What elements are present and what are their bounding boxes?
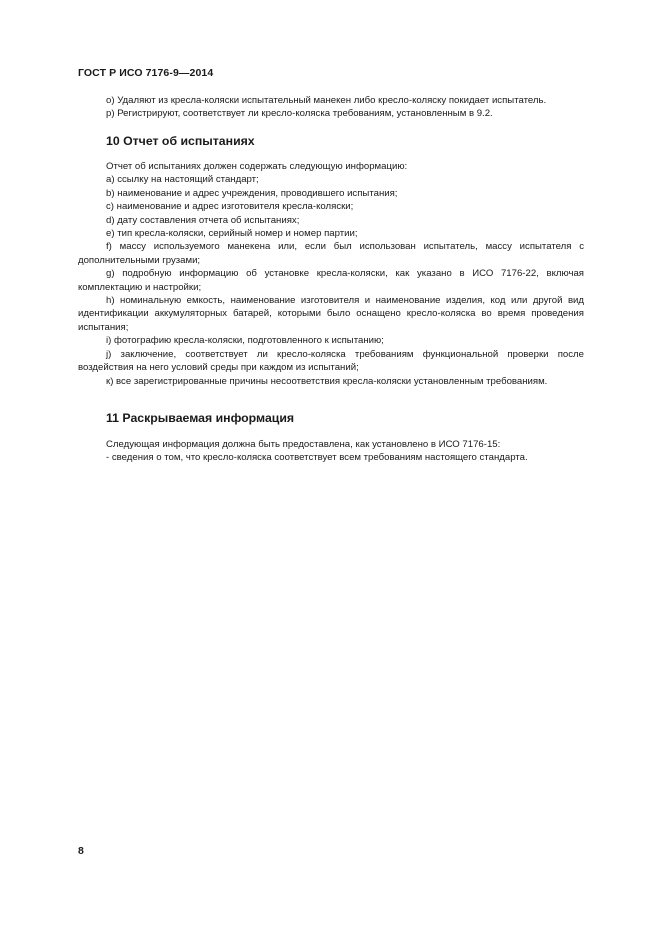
report-item-f: f) массу используемого манекена или, если был использован испытатель, массу испытателя с дополнительными грузами; bbox=[78, 241, 584, 266]
report-item-b: b) наименование и адрес учреждения, проводившего испытания; bbox=[106, 187, 398, 199]
procedure-items bbox=[78, 94, 584, 121]
section-10-title: 10 Отчет об испытаниях bbox=[106, 134, 255, 148]
report-item-i: i) фотографию кресла-коляски, подготовленного к испытанию; bbox=[106, 335, 384, 347]
section-11-title: 11 Раскрываемая информация bbox=[106, 411, 295, 425]
section-11-intro: Следующая информация должна быть предоставлена, как установлено в ИСО 7176-15: bbox=[106, 439, 501, 450]
report-item-j: j) заключение, соответствует ли кресло-коляска требованиям функциональной проверки после воздействия на него условий среды при каждом из испытаний; bbox=[78, 348, 584, 374]
section-10-intro: Отчет об испытаниях должен содержать следующую информацию: bbox=[106, 161, 408, 172]
report-item-a: a) ссылку на настоящий стандарт; bbox=[106, 174, 259, 186]
item-p: p) Регистрируют, соответствует ли кресло-коляска требованиям, установленным в 9.2. bbox=[106, 108, 493, 120]
report-item-h: h) номинальную емкость, наименование изготовителя и наименование изделия, код или другой вид идентификации аккумуляторных батарей, которыми было оснащено кресло-коляска во время проведения испытания; bbox=[78, 295, 584, 333]
page-number: 8 bbox=[78, 845, 84, 857]
document-code-header: ГОСТ Р ИСО 7176-9—2014 bbox=[78, 67, 214, 79]
report-item-k: к) все зарегистрированные причины несоответствия кресла-коляски установленным требованиям. bbox=[106, 375, 548, 387]
report-item-g: g) подробную информацию об установке кресла-коляски, как указано в ИСО 7176-22, включая комплектацию и настройки; bbox=[78, 268, 584, 293]
section-11-body bbox=[78, 438, 584, 465]
item-o: o) Удаляют из кресла-коляски испытательный манекен либо кресло-коляску покидает испытатель. bbox=[106, 95, 547, 106]
report-item-d: d) дату составления отчета об испытаниях; bbox=[106, 214, 300, 226]
section-10-body bbox=[78, 160, 584, 388]
disclosure-item: - сведения о том, что кресло-коляска соответствует всем требованиям настоящего стандарта. bbox=[106, 452, 528, 464]
report-item-e: e) тип кресла-коляски, серийный номер и номер партии; bbox=[106, 228, 358, 240]
report-item-c: c) наименование и адрес изготовителя кресла-коляски; bbox=[106, 201, 354, 213]
